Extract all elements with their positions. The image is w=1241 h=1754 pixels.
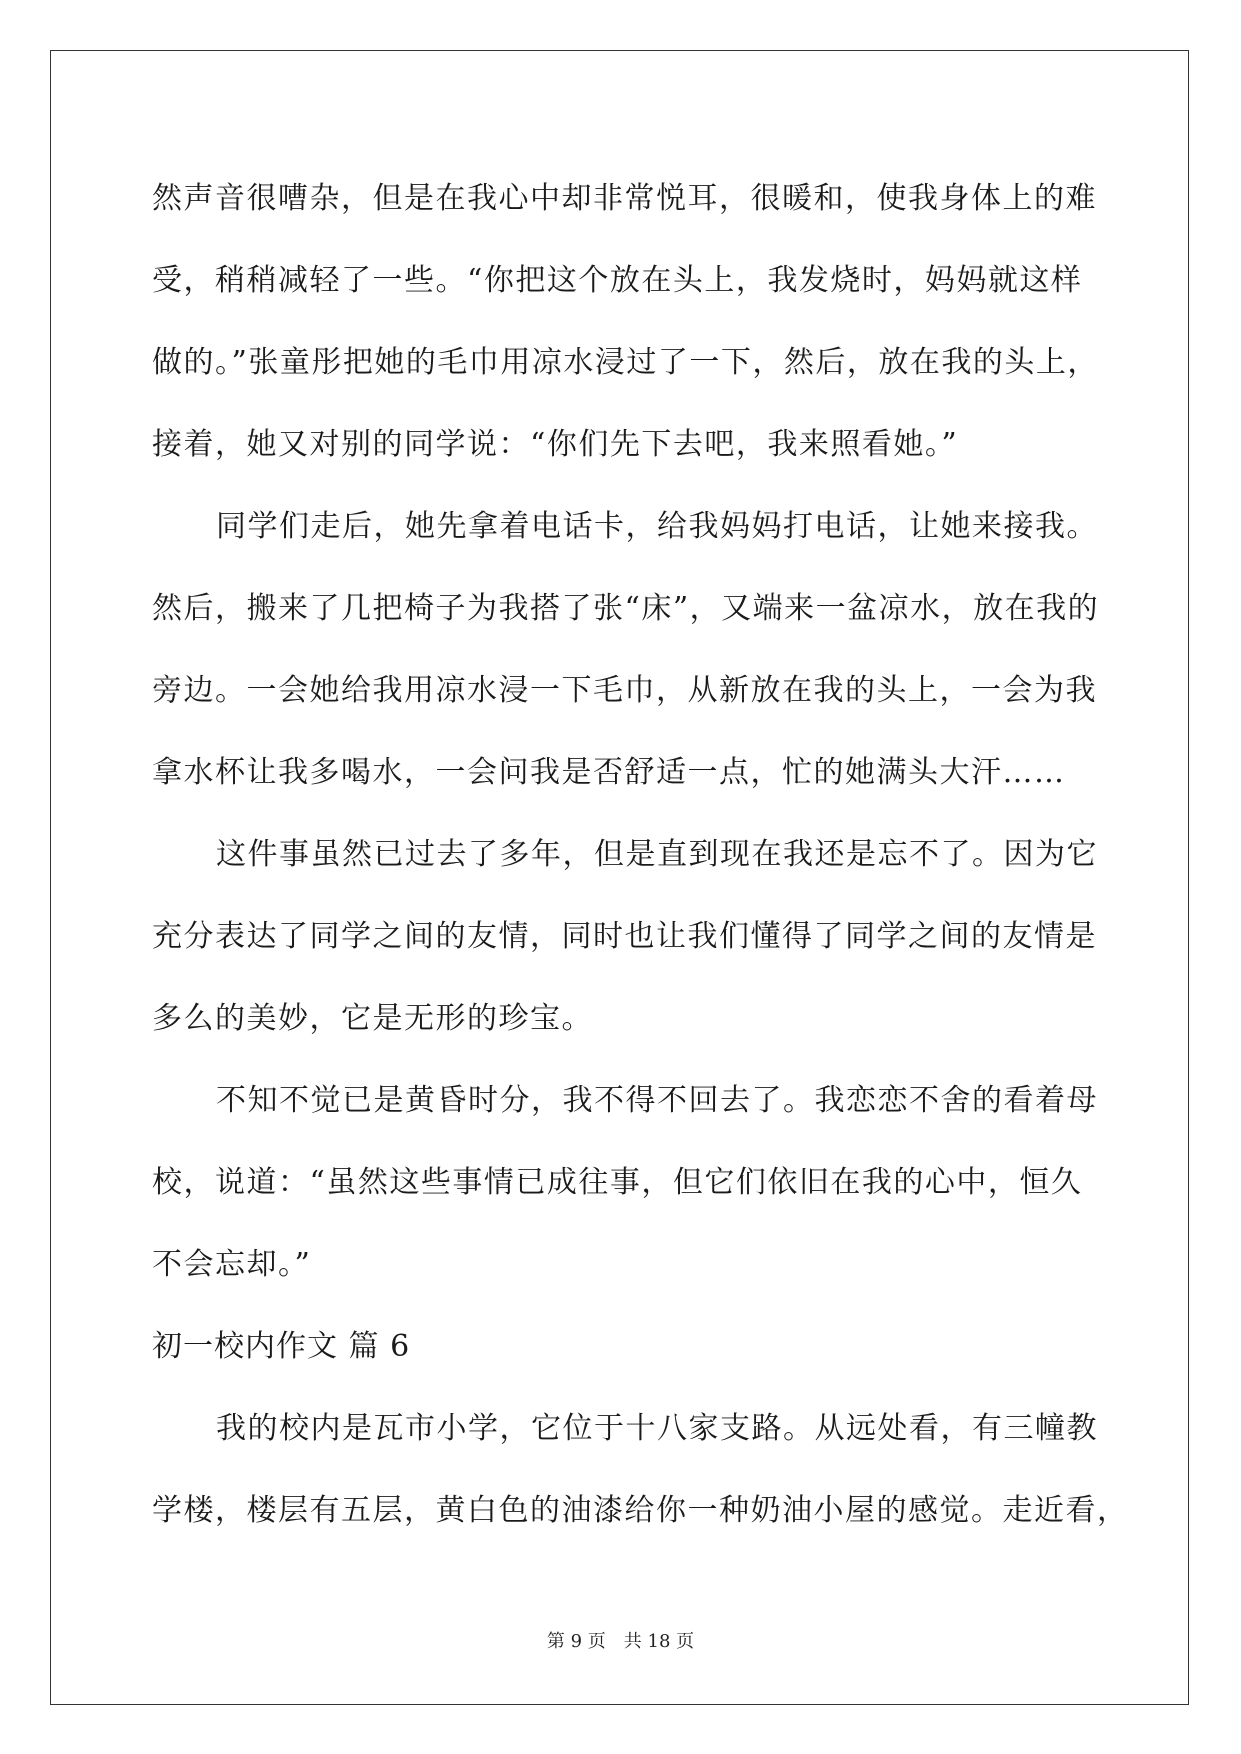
text-line: 拿水杯让我多喝水，一会问我是否舒适一点，忙的她满头大汗…… <box>152 755 1066 790</box>
document-body <box>152 158 1129 1552</box>
text-line: 不会忘却。” <box>152 1247 312 1282</box>
text-line: 接着，她又对别的同学说：“你们先下去吧，我来照看她。” <box>152 427 959 462</box>
paragraph-start: 同学们走后，她先拿着电话卡，给我妈妈打电话，让她来接我。 <box>216 509 1098 544</box>
text-line: 受，稍稍减轻了一些。“你把这个放在头上，我发烧时，妈妈就这样 <box>152 263 1083 298</box>
section-heading: 初一校内作文 篇 6 <box>152 1329 411 1364</box>
text-line: 校，说道：“虽然这些事情已成往事，但它们依旧在我的心中，恒久 <box>152 1165 1083 1200</box>
text-line: 旁边。一会她给我用凉水浸一下毛巾，从新放在我的头上，一会为我 <box>152 673 1097 708</box>
paragraph-start: 不知不觉已是黄昏时分，我不得不回去了。我恋恋不舍的看着母 <box>216 1083 1098 1118</box>
text-line: 学楼，楼层有五层，黄白色的油漆给你一种奶油小屋的感觉。走近看， <box>152 1493 1129 1528</box>
paragraph-start: 这件事虽然已过去了多年，但是直到现在我还是忘不了。因为它 <box>216 837 1098 872</box>
page-number: 第 9 页 <box>546 1631 606 1652</box>
page-footer <box>0 1627 1241 1653</box>
paragraph-start: 我的校内是瓦市小学，它位于十八家支路。从远处看，有三幢教 <box>216 1411 1098 1446</box>
text-line: 然声音很嘈杂，但是在我心中却非常悦耳，很暖和，使我身体上的难 <box>152 181 1097 216</box>
text-line: 然后，搬来了几把椅子为我搭了张“床”，又端来一盆凉水，放在我的 <box>152 591 1100 626</box>
text-line: 多么的美妙，它是无形的珍宝。 <box>152 1001 593 1036</box>
text-line: 做的。”张童彤把她的毛巾用凉水浸过了一下，然后，放在我的头上， <box>152 345 1099 380</box>
text-line: 充分表达了同学之间的友情，同时也让我们懂得了同学之间的友情是 <box>152 919 1097 954</box>
page-total: 共 18 页 <box>623 1631 695 1652</box>
